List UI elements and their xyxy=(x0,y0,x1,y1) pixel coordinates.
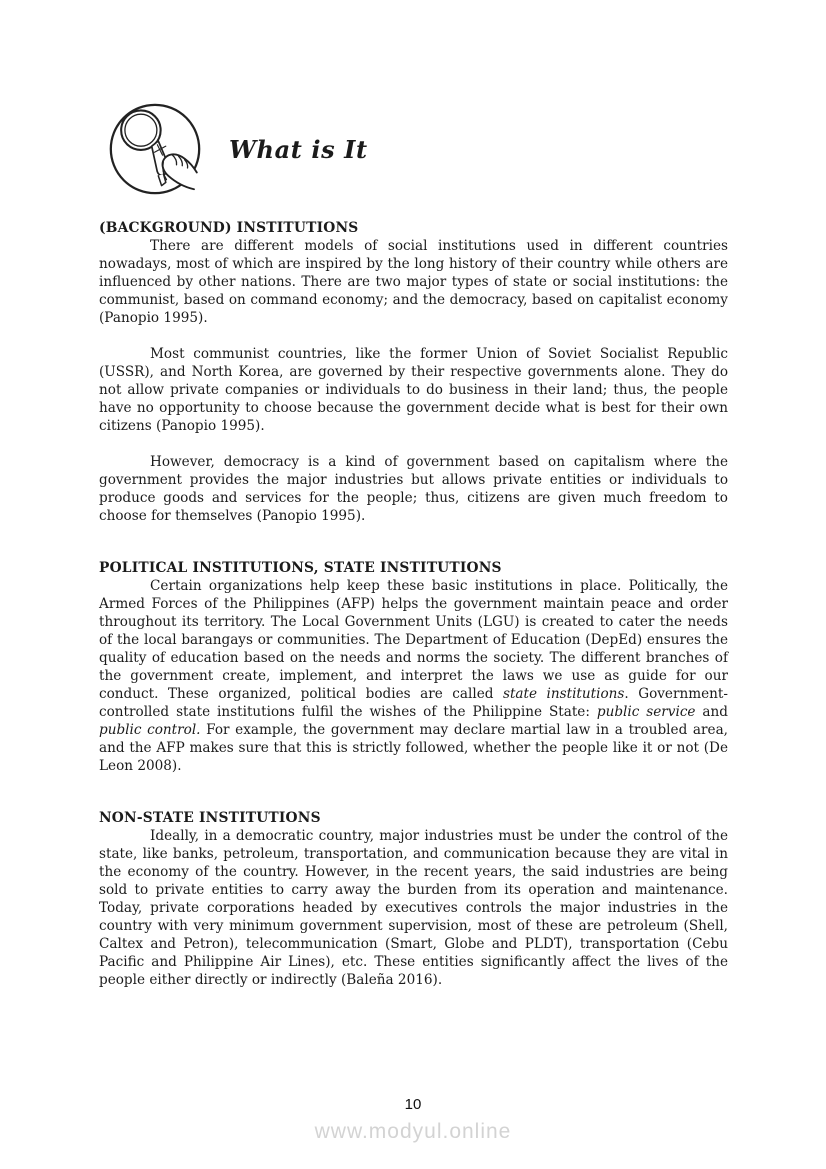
section-political xyxy=(99,559,728,775)
section-heading-background: (BACKGROUND) INSTITUTIONS xyxy=(99,220,359,236)
section-background xyxy=(99,219,728,525)
section-header xyxy=(108,102,368,196)
section-heading-political: POLITICAL INSTITUTIONS, STATE INSTITUTIONS xyxy=(99,560,502,576)
paragraph-background-2: Most communist countries, like the former Union of Soviet Socialist Republic (USSR), and North Korea, are governed by their respective governments alone. They do not allow private companies or individuals to do business in their land; thus, the people have no opportunity to choose because the government decide what is best for their own citizens (Panopio 1995). xyxy=(99,346,728,434)
paragraph-background-1: There are different models of social institutions used in different countries nowadays, most of which are inspired by the long history of their country while others are influenced by other nations. There are two major types of state or social institutions: the communist, based on command economy; and the democracy, based on capitalist economy (Panopio 1995). xyxy=(99,238,728,326)
paragraph-nonstate-1: Ideally, in a democratic country, major industries must be under the control of the state, like banks, petroleum, transportation, and communication because they are vital in the economy of the country. However, in the recent years, the said industries are being sold to private entities to carry away the burden from its operation and maintenance. Today, private corporations headed by executives controls the major industries in the country with very minimum government supervision, most of these are petroleum (Shell, Caltex and Petron), telecommunication (Smart, Globe and PLDT), transportation (Cebu Pacific and Philippine Air Lines), etc. These entities significantly affect the lives of the people either directly or indirectly (Baleña 2016). xyxy=(99,828,728,988)
page-number: 10 xyxy=(404,1096,422,1113)
page-title: What is It xyxy=(229,134,368,164)
watermark: www.modyul.online xyxy=(314,1120,512,1143)
paragraph-background-3: However, democracy is a kind of government based on capitalism where the government provides the major industries but allows private entities or individuals to produce goods and services for the people; thus, citizens are given much freedom to choose for themselves (Panopio 1995). xyxy=(99,454,728,524)
magnifier-hand-icon xyxy=(108,102,202,196)
section-nonstate xyxy=(99,809,728,989)
paragraph-political-1: Certain organizations help keep these basic institutions in place. Politically, the Armed Forces of the Philippines (AFP) helps the government maintain peace and order throughout its territory. The Local Government Units (LGU) is created to cater the needs of the local barangays or communities. The Department of Education (DepEd) ensures the quality of education based on the needs and norms the society. The different branches of the government create, implement, and interpret the laws we use as guide for our conduct. These organized, political bodies are called state institutions. Government-controlled state institutions fulfil the wishes of the Philippine State: public service and public control. For example, the government may declare martial law in a troubled area, and the AFP makes sure that this is strictly followed, whether the people like it or not (De Leon 2008). xyxy=(99,578,728,774)
page-body xyxy=(99,219,728,989)
section-heading-nonstate: NON-STATE INSTITUTIONS xyxy=(99,810,321,826)
